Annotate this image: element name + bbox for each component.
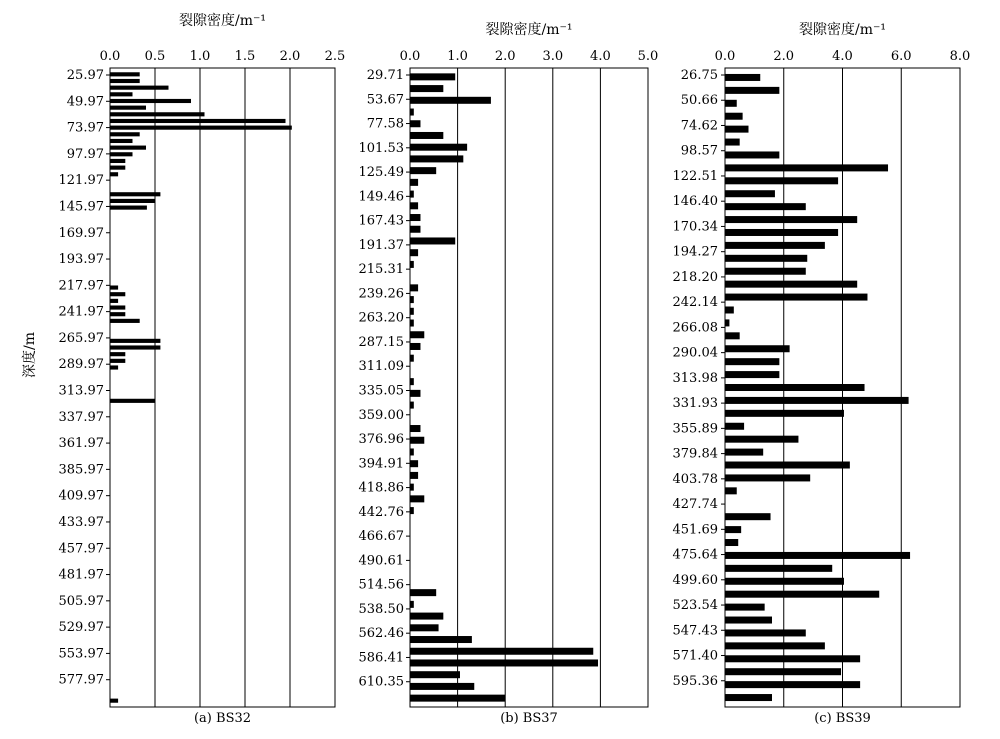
panel-2-x-tick-label: 2.0 — [773, 49, 795, 64]
panel-2-y-tick-label: 475.64 — [672, 547, 718, 563]
panel-1-y-tick-label: 239.26 — [358, 286, 404, 302]
panel-1-bar — [410, 507, 414, 514]
panel-1-x-tick-label: 0.0 — [399, 49, 421, 64]
panel-1-x-tick-label: 5.0 — [637, 49, 659, 64]
panel-1-bar — [410, 331, 424, 338]
panel-1-bar — [410, 120, 420, 127]
panel-1-y-tick-label: 215.31 — [358, 262, 404, 278]
panel-1-bar — [410, 648, 593, 655]
panel-2-bar — [725, 306, 734, 313]
panel-2-bar — [725, 294, 867, 301]
panel-2-bar — [725, 513, 771, 520]
panel-1-y-tick-label: 101.53 — [358, 140, 404, 156]
panel-1-y-tick-label: 418.86 — [358, 480, 404, 496]
panel-1-y-tick-label: 466.67 — [358, 529, 404, 545]
panel-2-bar — [725, 319, 729, 326]
panel-0-bar — [110, 172, 118, 176]
panel-2-y-tick-label: 571.40 — [672, 648, 718, 664]
panel-1-y-tick-label: 376.96 — [358, 432, 404, 448]
panel-2-bar — [725, 617, 772, 624]
panel-2-bar — [725, 668, 841, 675]
panel-2-y-tick-label: 427.74 — [672, 497, 718, 513]
panel-2-y-tick-label: 242.14 — [672, 295, 718, 311]
panel-0-bar — [110, 112, 205, 116]
panel-1-bar — [410, 390, 420, 397]
panel-0-bar — [110, 152, 133, 156]
panel-2-y-tick-label: 170.34 — [672, 219, 718, 235]
panel-0-bar — [110, 359, 125, 363]
panel-2-bar — [725, 87, 779, 94]
panel-0-bar — [110, 146, 146, 150]
panel-0-bar — [110, 285, 118, 289]
panel-1-y-tick-label: 394.91 — [358, 456, 404, 472]
panel-0-y-tick-label: 241.97 — [58, 304, 104, 320]
y-axis-label: 深度/m — [22, 332, 38, 378]
panel-0-y-tick-label: 505.97 — [58, 593, 104, 609]
panel-2-y-tick-label: 379.84 — [672, 446, 718, 462]
panel-1-bar — [410, 226, 420, 233]
panel-2-bar — [725, 462, 850, 469]
panel-1-bar — [410, 425, 420, 432]
panel-0-x-tick-label: 2.0 — [279, 49, 301, 64]
panel-1-caption: (b) BS37 — [500, 711, 558, 726]
panel-0-y-tick-label: 265.97 — [58, 330, 104, 346]
panel-2-y-tick-label: 26.75 — [680, 68, 718, 83]
panel-1-bar — [410, 437, 424, 444]
panel-2-bar — [725, 126, 749, 133]
panel-2-y-tick-label: 74.62 — [680, 118, 718, 134]
panel-1-bar — [410, 695, 505, 702]
panel-2-y-tick-label: 595.36 — [672, 673, 718, 689]
panel-0-y-tick-label: 361.97 — [58, 436, 104, 452]
panel-2-y-tick-label: 355.89 — [672, 421, 718, 437]
panel-2-bar — [725, 74, 760, 81]
panel-2-bar — [725, 578, 844, 585]
panel-2-bar — [725, 151, 779, 158]
panel-1-bar — [410, 249, 418, 256]
panel-0-bar — [110, 312, 125, 316]
panel-0-x-tick-label: 0.5 — [144, 49, 166, 64]
panel-1-y-tick-label: 287.15 — [358, 334, 404, 350]
panel-0-caption: (a) BS32 — [193, 711, 252, 726]
panel-2-x-tick-label: 0.0 — [714, 49, 736, 64]
panel-0-y-tick-label: 289.97 — [58, 357, 104, 373]
panel-1-bar — [410, 97, 491, 104]
panel-1-bar — [410, 261, 414, 268]
panel-0-bar — [110, 345, 160, 349]
panel-1-y-tick-label: 77.58 — [366, 116, 404, 132]
panel-1-bar — [410, 636, 472, 643]
panel-1-y-tick-label: 125.49 — [358, 165, 404, 181]
panel-0-bar — [110, 126, 292, 130]
panel-0-bar — [110, 199, 155, 203]
panel-0-bar — [110, 132, 140, 136]
panel-0-y-tick-label: 169.97 — [58, 225, 104, 241]
panel-2-y-tick-label: 403.78 — [672, 471, 718, 487]
panel-2-bar — [725, 177, 838, 184]
panel-1-bar — [410, 659, 598, 666]
panel-1-bar — [410, 448, 414, 455]
panel-0-x-tick-label: 0.0 — [99, 49, 121, 64]
panel-2-title: 裂隙密度/m⁻¹ — [799, 22, 886, 38]
panel-1-bar — [410, 214, 420, 221]
panel-0-bar — [110, 352, 125, 356]
panel-0-title: 裂隙密度/m⁻¹ — [179, 13, 266, 29]
panel-2-y-tick-label: 194.27 — [672, 244, 718, 260]
panel-2-bar — [725, 565, 832, 572]
panel-2-bar — [725, 384, 865, 391]
panel-0-bar — [110, 339, 160, 343]
panel-2-bar — [725, 229, 838, 236]
panel-2-y-tick-label: 313.98 — [672, 370, 718, 386]
panel-0-y-tick-label: 577.97 — [58, 672, 104, 688]
panel-0-x-tick-label: 1.5 — [234, 49, 256, 64]
panel-2-y-tick-label: 266.08 — [672, 320, 718, 336]
panel-2-y-tick-label: 50.66 — [680, 93, 718, 109]
panel-1-bar — [410, 402, 414, 409]
panel-2-bar — [725, 552, 910, 559]
panel-0-bar — [110, 99, 191, 103]
panel-1-bar — [410, 144, 467, 151]
panel-1-bar — [410, 613, 443, 620]
panel-1-bar — [410, 73, 455, 80]
panel-2-bar — [725, 216, 857, 223]
panel-1-bar — [410, 202, 418, 209]
panel-0-x-tick-label: 1.0 — [189, 49, 211, 64]
panel-2-bar — [725, 332, 740, 339]
panel-2-bar — [725, 371, 779, 378]
panel-2-bar — [725, 694, 772, 701]
panel-0-y-tick-label: 481.97 — [58, 567, 104, 583]
panel-2-bar — [725, 203, 806, 210]
panel-1-bar — [410, 191, 414, 198]
panel-2-bar — [725, 242, 825, 249]
panel-1-bar — [410, 179, 418, 186]
panel-1-bar — [410, 624, 439, 631]
panel-1-bar — [410, 284, 418, 291]
panel-1-bar — [410, 472, 418, 479]
panel-2-bar — [725, 100, 737, 107]
panel-0-bar — [110, 292, 125, 296]
panel-0-bar — [110, 72, 140, 76]
panel-2-caption: (c) BS39 — [814, 711, 871, 726]
panel-1-y-tick-label: 442.76 — [358, 504, 404, 520]
panel-0-bar — [110, 699, 118, 703]
panel-2-bar — [725, 190, 775, 197]
panel-1-y-tick-label: 149.46 — [358, 189, 404, 205]
panel-1-bar — [410, 378, 414, 385]
panel-2-bar — [725, 526, 741, 533]
panel-1-y-tick-label: 490.61 — [358, 553, 404, 569]
panel-2-bar — [725, 539, 738, 546]
panel-1-y-tick-label: 514.56 — [358, 577, 404, 593]
panel-0-bar — [110, 192, 160, 196]
panel-2-bar — [725, 345, 790, 352]
panel-0-y-tick-label: 145.97 — [58, 199, 104, 215]
panel-1-bar — [410, 460, 418, 467]
panel-1-bar — [410, 308, 414, 315]
panel-2-bar — [725, 487, 737, 494]
panel-0-y-tick-label: 433.97 — [58, 514, 104, 530]
panel-2-y-tick-label: 451.69 — [672, 522, 718, 538]
panel-1-y-tick-label: 335.05 — [358, 383, 404, 399]
panel-1-bar — [410, 601, 414, 608]
panel-1-bar — [410, 484, 414, 491]
panel-0-y-tick-label: 313.97 — [58, 383, 104, 399]
panel-2-bar — [725, 255, 807, 262]
panel-0-bar — [110, 92, 133, 96]
panel-0-frame — [110, 68, 335, 707]
panel-1-bar — [410, 155, 463, 162]
panel-1-bar — [410, 85, 443, 92]
panel-2-y-tick-label: 98.57 — [680, 143, 718, 159]
panel-1-x-tick-label: 3.0 — [542, 49, 564, 64]
panel-2-bar — [725, 139, 740, 146]
panel-1-y-tick-label: 53.67 — [366, 92, 404, 108]
panel-1-title: 裂隙密度/m⁻¹ — [485, 22, 573, 38]
panel-1-bar — [410, 237, 455, 244]
panel-2-y-tick-label: 218.20 — [672, 269, 718, 285]
panel-2-y-tick-label: 122.51 — [672, 168, 718, 184]
panel-0-bar — [110, 119, 286, 123]
panel-0-bar — [110, 106, 146, 110]
panel-2-bar — [725, 449, 763, 456]
panel-2-bar — [725, 681, 860, 688]
panel-0-bar — [110, 305, 125, 309]
panel-1-bar — [410, 671, 460, 678]
panel-1-frame — [410, 68, 648, 707]
panel-2-bar — [725, 268, 806, 275]
panel-2-bar — [725, 436, 798, 443]
panel-1-y-tick-label: 562.46 — [358, 626, 404, 642]
panel-1-y-tick-label: 191.37 — [358, 237, 404, 253]
panel-2-x-tick-label: 8.0 — [949, 49, 971, 64]
panel-2-bar — [725, 474, 810, 481]
panel-1-x-tick-label: 1.0 — [447, 49, 468, 64]
panel-0-bar — [110, 86, 169, 90]
panel-0-bar — [110, 319, 140, 323]
panel-1-x-tick-label: 4.0 — [590, 49, 611, 64]
panel-0-y-tick-label: 25.97 — [66, 68, 104, 83]
panel-0-y-tick-label: 217.97 — [58, 278, 104, 294]
panel-2-bar — [725, 281, 857, 288]
panel-2-y-tick-label: 547.43 — [672, 623, 718, 639]
panel-1-bar — [410, 343, 420, 350]
panel-1-y-tick-label: 586.41 — [358, 650, 404, 666]
panel-2-y-tick-label: 499.60 — [672, 572, 718, 588]
panel-2-bar — [725, 358, 779, 365]
panel-2-bar — [725, 655, 860, 662]
panel-0-y-tick-label: 193.97 — [58, 252, 104, 268]
panel-0-bar — [110, 166, 125, 170]
panel-1-bar — [410, 355, 414, 362]
panel-0-y-tick-label: 73.97 — [66, 120, 104, 136]
panel-0-y-tick-label: 337.97 — [58, 409, 104, 425]
panel-2-y-tick-label: 331.93 — [672, 396, 718, 412]
panel-1-y-tick-label: 610.35 — [358, 674, 404, 690]
panel-1-bar — [410, 132, 443, 139]
panel-0-bar — [110, 299, 118, 303]
panel-0-y-tick-label: 529.97 — [58, 620, 104, 636]
panel-1-x-tick-label: 2.0 — [494, 49, 516, 64]
panel-2-bar — [725, 591, 879, 598]
panel-2-bar — [725, 397, 909, 404]
panel-0-bar — [110, 159, 125, 163]
panel-0-y-tick-label: 97.97 — [66, 146, 104, 162]
panel-2-bar — [725, 629, 806, 636]
panel-2-y-tick-label: 146.40 — [672, 194, 718, 210]
panel-0-x-tick-label: 2.5 — [324, 49, 346, 64]
panel-1-y-tick-label: 311.09 — [358, 359, 404, 375]
panel-2-y-tick-label: 290.04 — [672, 345, 718, 361]
panel-1-y-tick-label: 167.43 — [358, 213, 404, 229]
panel-2-bar — [725, 113, 743, 120]
panel-2-bar — [725, 604, 765, 611]
panel-0-bar — [110, 79, 140, 83]
panel-0-bar — [110, 399, 155, 403]
panel-0-y-tick-label: 457.97 — [58, 541, 104, 557]
panel-2-y-tick-label: 523.54 — [672, 598, 718, 614]
panel-2-bar — [725, 410, 844, 417]
panel-0-bar — [110, 206, 147, 210]
panel-1-bar — [410, 495, 424, 502]
panel-0-y-tick-label: 49.97 — [66, 94, 104, 110]
panel-1-bar — [410, 320, 414, 327]
panel-1-y-tick-label: 29.71 — [366, 68, 404, 83]
panel-1-y-tick-label: 538.50 — [358, 601, 404, 617]
panel-0-bar — [110, 365, 118, 369]
panel-1-bar — [410, 167, 436, 174]
panel-2-bar — [725, 164, 888, 171]
panel-2-bar — [725, 423, 744, 430]
panel-1-y-tick-label: 359.00 — [358, 407, 404, 423]
panel-0-y-tick-label: 409.97 — [58, 488, 104, 504]
panel-0-bar — [110, 139, 133, 143]
panel-0-y-tick-label: 385.97 — [58, 462, 104, 478]
panel-0-y-tick-label: 121.97 — [58, 173, 104, 189]
panel-2-x-tick-label: 6.0 — [890, 49, 912, 64]
panel-1-y-tick-label: 263.20 — [358, 310, 404, 326]
panel-1-bar — [410, 296, 414, 303]
panel-2-bar — [725, 642, 825, 649]
panel-1-bar — [410, 683, 474, 690]
panel-0-y-tick-label: 553.97 — [58, 646, 104, 662]
panel-1-bar — [410, 109, 414, 116]
panel-1-bar — [410, 589, 436, 596]
panel-2-x-tick-label: 4.0 — [832, 49, 853, 64]
